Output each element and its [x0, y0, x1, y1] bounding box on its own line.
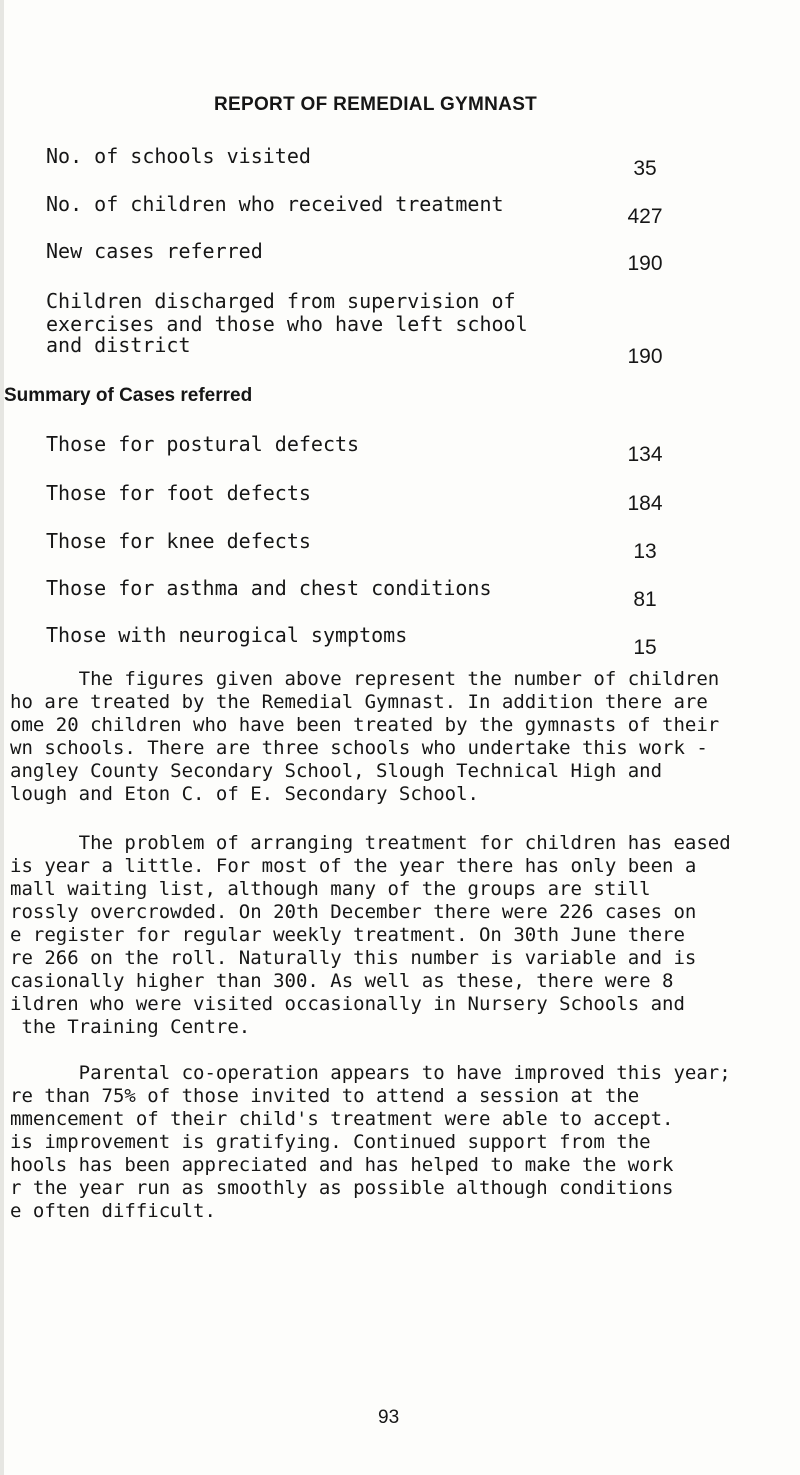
paragraph-line: hools has been appreciated and has helped to make the work [10, 1154, 674, 1176]
summary-value-asthma: 81 [633, 588, 657, 611]
paragraph-line: mall waiting list, although many of the groups are still [10, 878, 651, 900]
paragraph-line: ildren who were visited occasionally in Nursery Schools and [10, 993, 685, 1015]
paragraph-line: r the year run as smoothly as possible although conditions [10, 1177, 674, 1199]
paragraph-line: casionally higher than 300. As well as these, there were 8 [10, 970, 674, 992]
stat-label-discharged-line-1: Children discharged from supervision of [46, 289, 516, 313]
stat-value-children-treated: 427 [627, 205, 663, 228]
page-edge-shadow [0, 0, 4, 1475]
paragraph-line: re than 75% of those invited to attend a session at the [10, 1085, 640, 1107]
stat-value-new-cases: 190 [627, 252, 663, 275]
paragraph-line: The problem of arranging treatment for children has eased [10, 832, 731, 854]
summary-heading: Summary of Cases referred [4, 385, 253, 406]
paragraph-line: lough and Eton C. of E. Secondary School. [10, 783, 479, 805]
paragraph-parental [10, 1062, 800, 1223]
summary-value-foot: 184 [627, 492, 663, 515]
stat-label-schools-visited: No. of schools visited [46, 144, 311, 168]
page-number: 93 [378, 1407, 400, 1428]
summary-label-postural: Those for postural defects [46, 432, 360, 456]
stat-value-schools-visited: 35 [633, 157, 657, 180]
paragraph-line: re 266 on the roll. Naturally this number is variable and is [10, 947, 697, 969]
summary-label-foot: Those for foot defects [46, 481, 311, 505]
paragraph-line: ome 20 children who have been treated by the gymnasts of their [10, 714, 720, 736]
summary-label-asthma: Those for asthma and chest conditions [46, 576, 492, 600]
paragraph-figures [10, 668, 800, 806]
stat-label-children-treated: No. of children who received treatment [46, 192, 504, 216]
paragraph-line: is year a little. For most of the year there has only been a [10, 855, 697, 877]
stat-label-discharged-line-3: and district [46, 333, 191, 357]
stat-label-discharged-line-2: exercises and those who have left school [46, 312, 528, 336]
paragraph-line: the Training Centre. [10, 1016, 251, 1038]
stat-label-new-cases: New cases referred [46, 239, 263, 263]
paragraph-line: Parental co-operation appears to have improved this year; [10, 1062, 731, 1084]
summary-label-knee: Those for knee defects [46, 529, 311, 553]
paragraph-line: is improvement is gratifying. Continued support from the [10, 1131, 651, 1153]
summary-value-knee: 13 [633, 540, 657, 563]
paragraph-line: wn schools. There are three schools who undertake this work - [10, 737, 708, 759]
paragraph-line: ho are treated by the Remedial Gymnast. In addition there are [10, 691, 708, 713]
paragraph-problem [10, 832, 800, 1039]
report-title: REPORT OF REMEDIAL GYMNAST [214, 94, 538, 115]
summary-value-postural: 134 [627, 443, 663, 466]
paragraph-line: angley County Secondary School, Slough Technical High and [10, 760, 663, 782]
summary-value-neurological: 15 [633, 636, 657, 659]
paragraph-line: The figures given above represent the number of children [10, 668, 720, 690]
summary-label-neurological: Those with neurogical symptoms [46, 623, 408, 647]
paragraph-line: rossly overcrowded. On 20th December there were 226 cases on [10, 901, 697, 923]
paragraph-line: mmencement of their child's treatment were able to accept. [10, 1108, 674, 1130]
paragraph-line: e register for regular weekly treatment. On 30th June there [10, 924, 685, 946]
paragraph-line: e often difficult. [10, 1200, 216, 1222]
stat-value-discharged: 190 [627, 345, 663, 368]
